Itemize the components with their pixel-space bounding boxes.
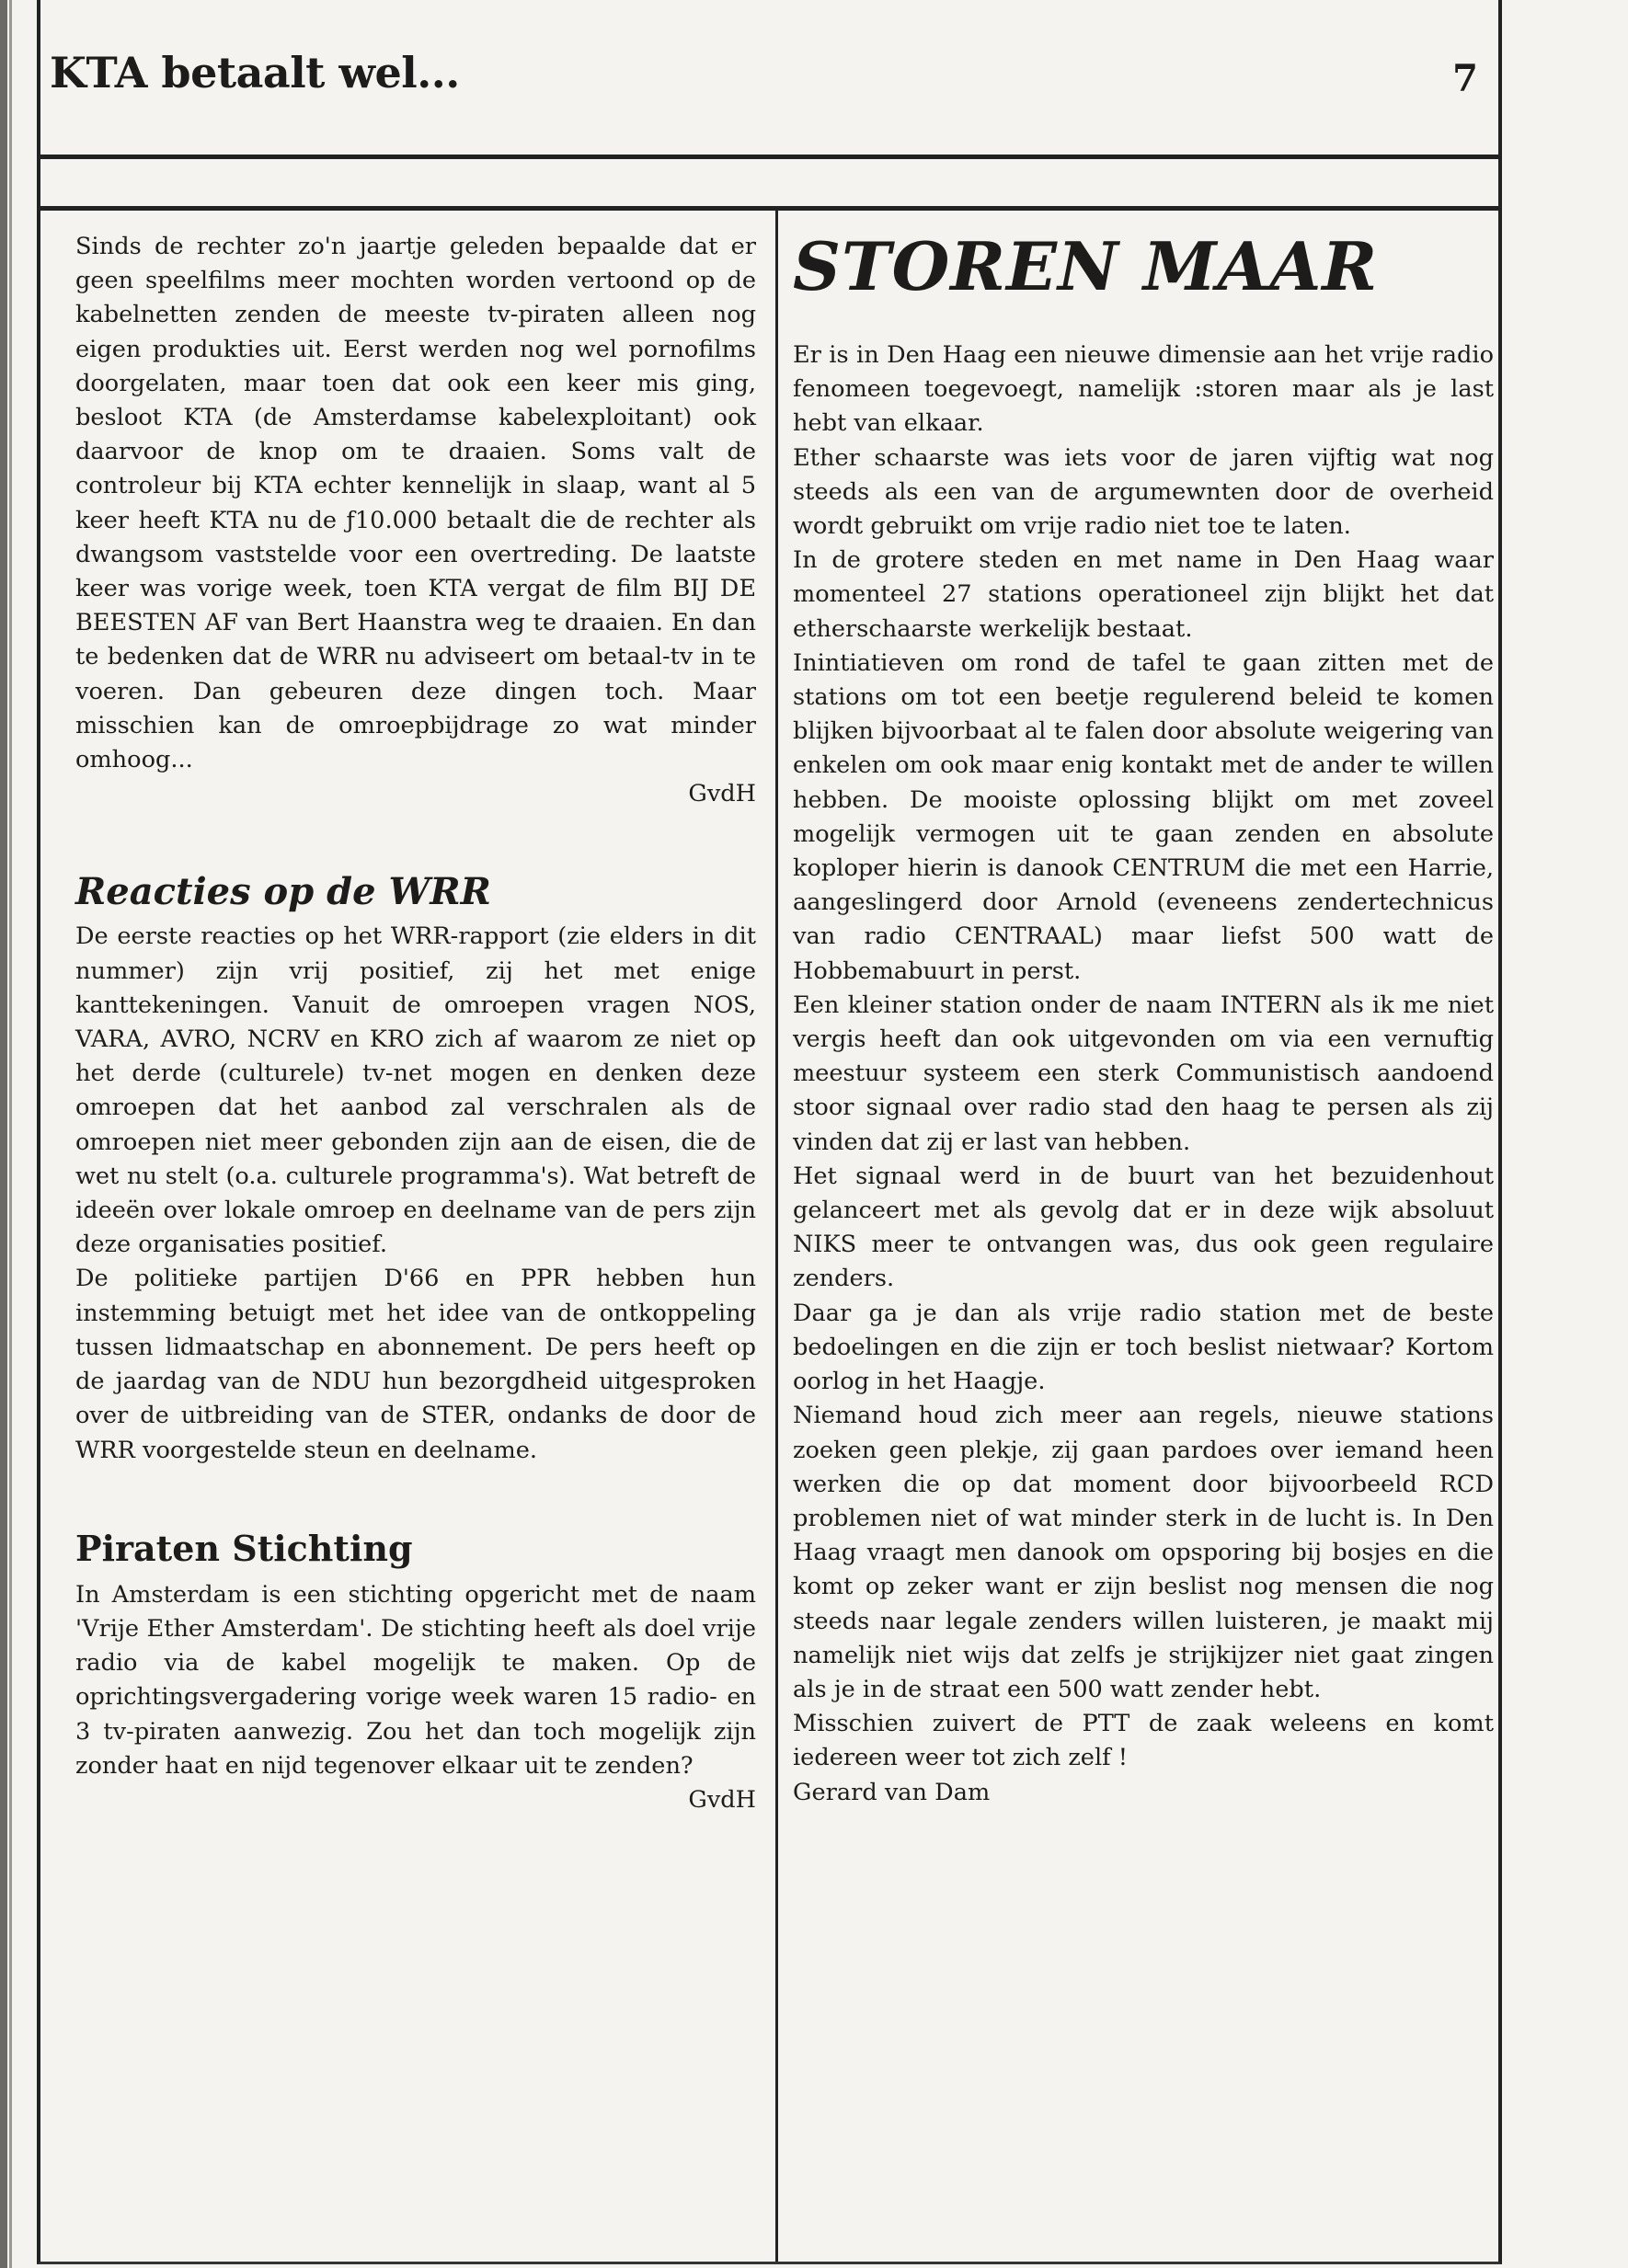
left-column <box>75 230 756 1817</box>
article-storen-maar <box>793 227 1494 1810</box>
article-paragraph: Misschien zuivert de PTT de zaak weleens en komt iedereen weer tot zich zelf ! <box>793 1710 1494 1772</box>
article-reacties <box>75 872 756 1467</box>
page-title: KTA betaalt wel... <box>50 48 460 97</box>
page-header <box>40 0 1498 159</box>
page-frame <box>37 0 1502 2264</box>
article-kta <box>75 230 756 811</box>
article-paragraph: Een kleiner station onder de naam INTERN als ik me niet vergis heeft dan ook uitgevonden om via een vernuftig meestuur systeem een sterk Communistisch aandoend stoor signaal over radio stad den haag te persen als zij vinden dat zij er last van hebben. <box>793 991 1494 1156</box>
article-heading: Piraten Stichting <box>75 1527 413 1569</box>
article-paragraph: De eerste reacties op het WRR-rapport (zie elders in dit nummer) zijn vrij positief, zij het met enige kanttekeningen. Vanuit de omroepen vragen NOS, VARA, AVRO, NCRV en KRO zich af waarom ze niet op het derde (culturele) tv-net mogen en denken deze omroepen dat het aanbod zal verschralen als de omroepen niet meer gebonden zijn aan de eisen, die de wet nu stelt (o.a. culturele programma's). Wat betreft de ideeën over lokale omroep en deelname van de pers zijn deze organisaties positief. <box>75 922 756 1259</box>
article-paragraph: Het signaal werd in de buurt van het bezuidenhout gelanceert met als gevolg dat er in deze wijk absoluut NIKS meer te ontvangen was, dus ook geen regulaire zenders. <box>793 1162 1494 1293</box>
article-heading: STOREN MAAR <box>793 227 1379 305</box>
article-paragraph: Niemand houd zich meer aan regels, nieuwe stations zoeken geen plekje, zij gaan pardoes over iemand heen werken die op dat moment door bijvoorbeeld RCD problemen niet of wat minder sterk in de lucht is. In Den Haag vraagt men danook om opsporing bij bosjes en die komt op zeker want er zijn beslist nog mensen die nog steeds naar legale zenders willen luisteren, je maakt mij namelijk niet wijs dat zelfs je strijkijzer niet gaat zingen als je in de straat een 500 watt zender hebt. <box>793 1402 1494 1703</box>
article-signature: Gerard van Dam <box>793 1778 991 1806</box>
scan-edge <box>0 0 7 2268</box>
article-paragraph: De politieke partijen D'66 en PPR hebben hun instemming betuigt met het idee van de ontkoppeling tussen lidmaatschap en abonnement. De pers heeft op de jaardag van de NDU hun bezorgdheid uitgesproken over de uitbreiding van de STER, ondanks de door de WRR voorgestelde steun en deelname. <box>75 1265 756 1464</box>
article-paragraph: In Amsterdam is een stichting opgericht met de naam 'Vrije Ether Amsterdam'. De stichting heeft als doel vrije radio via de kabel mogelijk te maken. Op de oprichtingsvergadering vorige week waren 15 radio- en 3 tv-piraten aanwezig. Zou het dan toch mogelijk zijn zonder haat en nijd tegenover elkaar uit te zenden? <box>75 1580 756 1780</box>
article-heading: Reacties op de WRR <box>75 870 491 914</box>
article-signature: GvdH <box>688 1785 756 1814</box>
article-paragraph: Inintiatieven om rond de tafel te gaan zitten met de stations om tot een beetje regulerend beleid te komen blijken bijvoorbaat al te falen door absolute weigering van enkelen om ook maar enig kontakt met de ander te willen hebben. De mooiste oplossing blijkt om met zoveel mogelijk vermogen uit te gaan zenden en absolute koploper hierin is danook CENTRUM die met een Harrie, aangeslingerd door Arnold (eveneens zendertechnicus van radio CENTRAAL) maar liefst 500 watt de Hobbemabuurt in perst. <box>793 648 1494 985</box>
article-paragraph: In de grotere steden en met name in Den Haag waar momenteel 27 stations operationeel zijn blijkt het dat etherschaarste werkelijk bestaat. <box>793 546 1494 643</box>
page-number: 7 <box>1452 57 1478 100</box>
article-paragraph: Er is in Den Haag een nieuwe dimensie aan het vrije radio fenomeen toegevoegt, namelijk :storen maar als je last hebt van elkaar. <box>793 341 1494 438</box>
article-paragraph: Sinds de rechter zo'n jaartje geleden bepaalde dat er geen speelfilms meer mochten worden vertoond op de kabelnetten zenden de meeste tv-piraten alleen nog eigen produkties uit. Eerst werden nog wel pornofilms doorgelaten, maar toen dat ook een keer mis ging, besloot KTA (de Amsterdamse kabelexploitant) ook daarvoor de knop om te draaien. Soms valt de controleur bij KTA echter kennelijk in slaap, want al 5 keer heeft KTA nu de ƒ10.000 betaalt die de rechter als dwangsom vaststelde voor een overtreding. De laatste keer was vorige week, toen KTA vergat de film BIJ DE BEESTEN AF van Bert Haanstra weg te draaien. En dan te bedenken dat de WRR nu adviseert om betaal-tv in te voeren. Dan gebeuren deze dingen toch. Maar misschien kan de omroepbijdrage zo wat minder omhoog... <box>75 233 756 774</box>
article-paragraph: Ether schaarste was iets voor de jaren vijftig wat nog steeds als een van de argumewnten door de overheid wordt gebruikt om vrije radio niet toe te laten. <box>793 443 1494 541</box>
article-paragraph: Daar ga je dan als vrije radio station met de beste bedoelingen en die zijn er toch beslist nietwaar? Kortom oorlog in het Haagje. <box>793 1299 1494 1396</box>
article-piraten-stichting <box>75 1529 756 1817</box>
column-divider <box>775 211 778 2262</box>
right-column <box>793 227 1494 1810</box>
article-signature: GvdH <box>688 780 756 808</box>
scan-edge-line <box>9 0 12 2268</box>
header-rule <box>40 206 1498 211</box>
